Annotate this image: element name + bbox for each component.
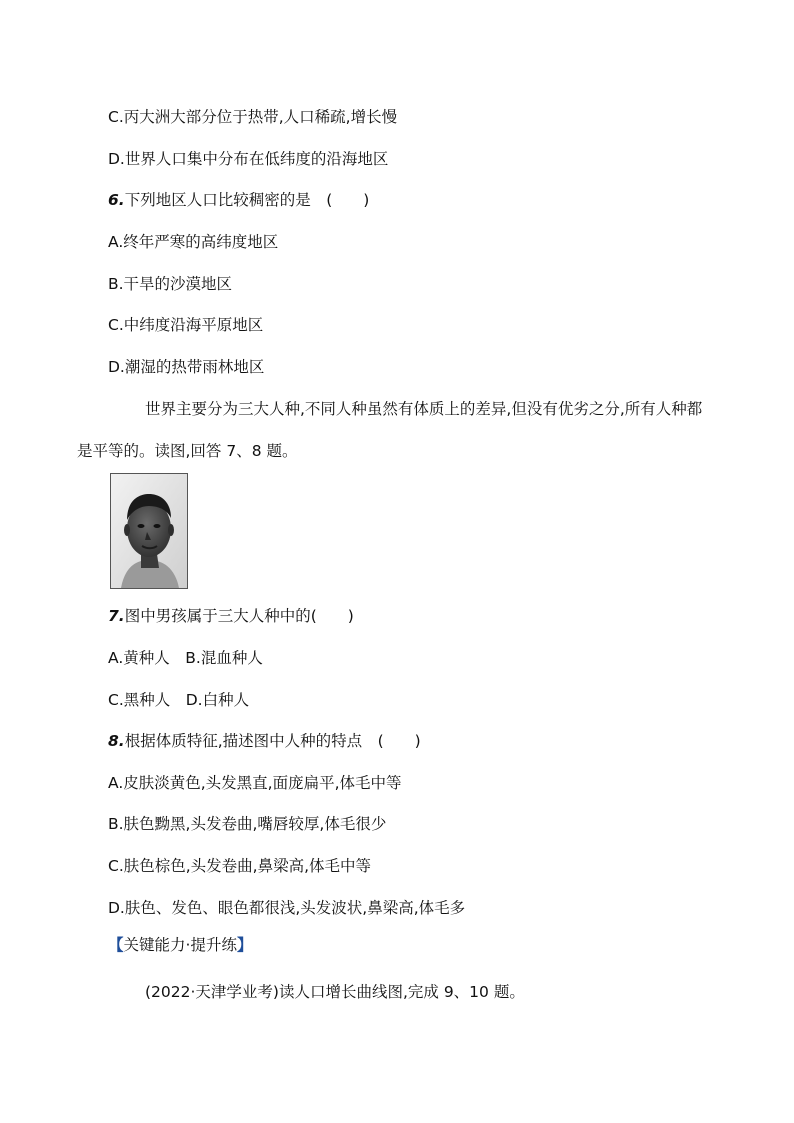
portrait-icon [111, 474, 187, 588]
q6-option-c: C.中纬度沿海平原地区 [108, 316, 264, 334]
q8-option-a: A.皮肤淡黄色,头发黑直,面庞扁平,体毛中等 [108, 774, 402, 792]
section-heading [108, 935, 252, 955]
boy-portrait-photo [110, 473, 188, 589]
q8-option-b: B.肤色黝黑,头发卷曲,嘴唇较厚,体毛很少 [108, 815, 387, 833]
section-bracket-open: 【 [108, 936, 124, 954]
q5-option-c: C.丙大洲大部分位于热带,人口稀疏,增长慢 [108, 108, 398, 126]
q6-option-b: B.干旱的沙漠地区 [108, 275, 233, 293]
q7-options-ab: A.黄种人 B.混血种人 [108, 649, 263, 667]
q8-number: 8. [108, 732, 125, 750]
q7-stem-text: 图中男孩属于三大人种中的( ) [124, 607, 354, 625]
q6-option-a: A.终年严寒的高纬度地区 [108, 233, 279, 251]
passage-line-1: 世界主要分为三大人种,不同人种虽然有体质上的差异,但没有优劣之分,所有人种都 [145, 400, 703, 418]
section-bracket-close: 】 [236, 936, 253, 954]
q6-option-d: D.潮湿的热带雨林地区 [108, 358, 265, 376]
q7-options-cd: C.黑种人 D.白种人 [108, 691, 250, 709]
section-title: 关键能力·提升练 [123, 936, 237, 954]
passage-line-2: 是平等的。读图,回答 7、8 题。 [77, 442, 298, 460]
q8-stem [108, 731, 421, 751]
q6-stem [108, 190, 369, 210]
q8-option-c: C.肤色棕色,头发卷曲,鼻梁高,体毛中等 [108, 857, 372, 875]
q5-option-d: D.世界人口集中分布在低纬度的沿海地区 [108, 150, 389, 168]
q7-number: 7. [108, 607, 125, 625]
q6-stem-text: 下列地区人口比较稠密的是 ( ) [124, 191, 370, 209]
q8-option-d: D.肤色、发色、眼色都很浅,头发波状,鼻梁高,体毛多 [108, 899, 466, 917]
q8-stem-text: 根据体质特征,描述图中人种的特点 ( ) [124, 732, 421, 750]
q7-stem [108, 606, 354, 626]
q9-intro: (2022·天津学业考)读人口增长曲线图,完成 9、10 题。 [145, 983, 525, 1001]
q6-number: 6. [108, 191, 125, 209]
